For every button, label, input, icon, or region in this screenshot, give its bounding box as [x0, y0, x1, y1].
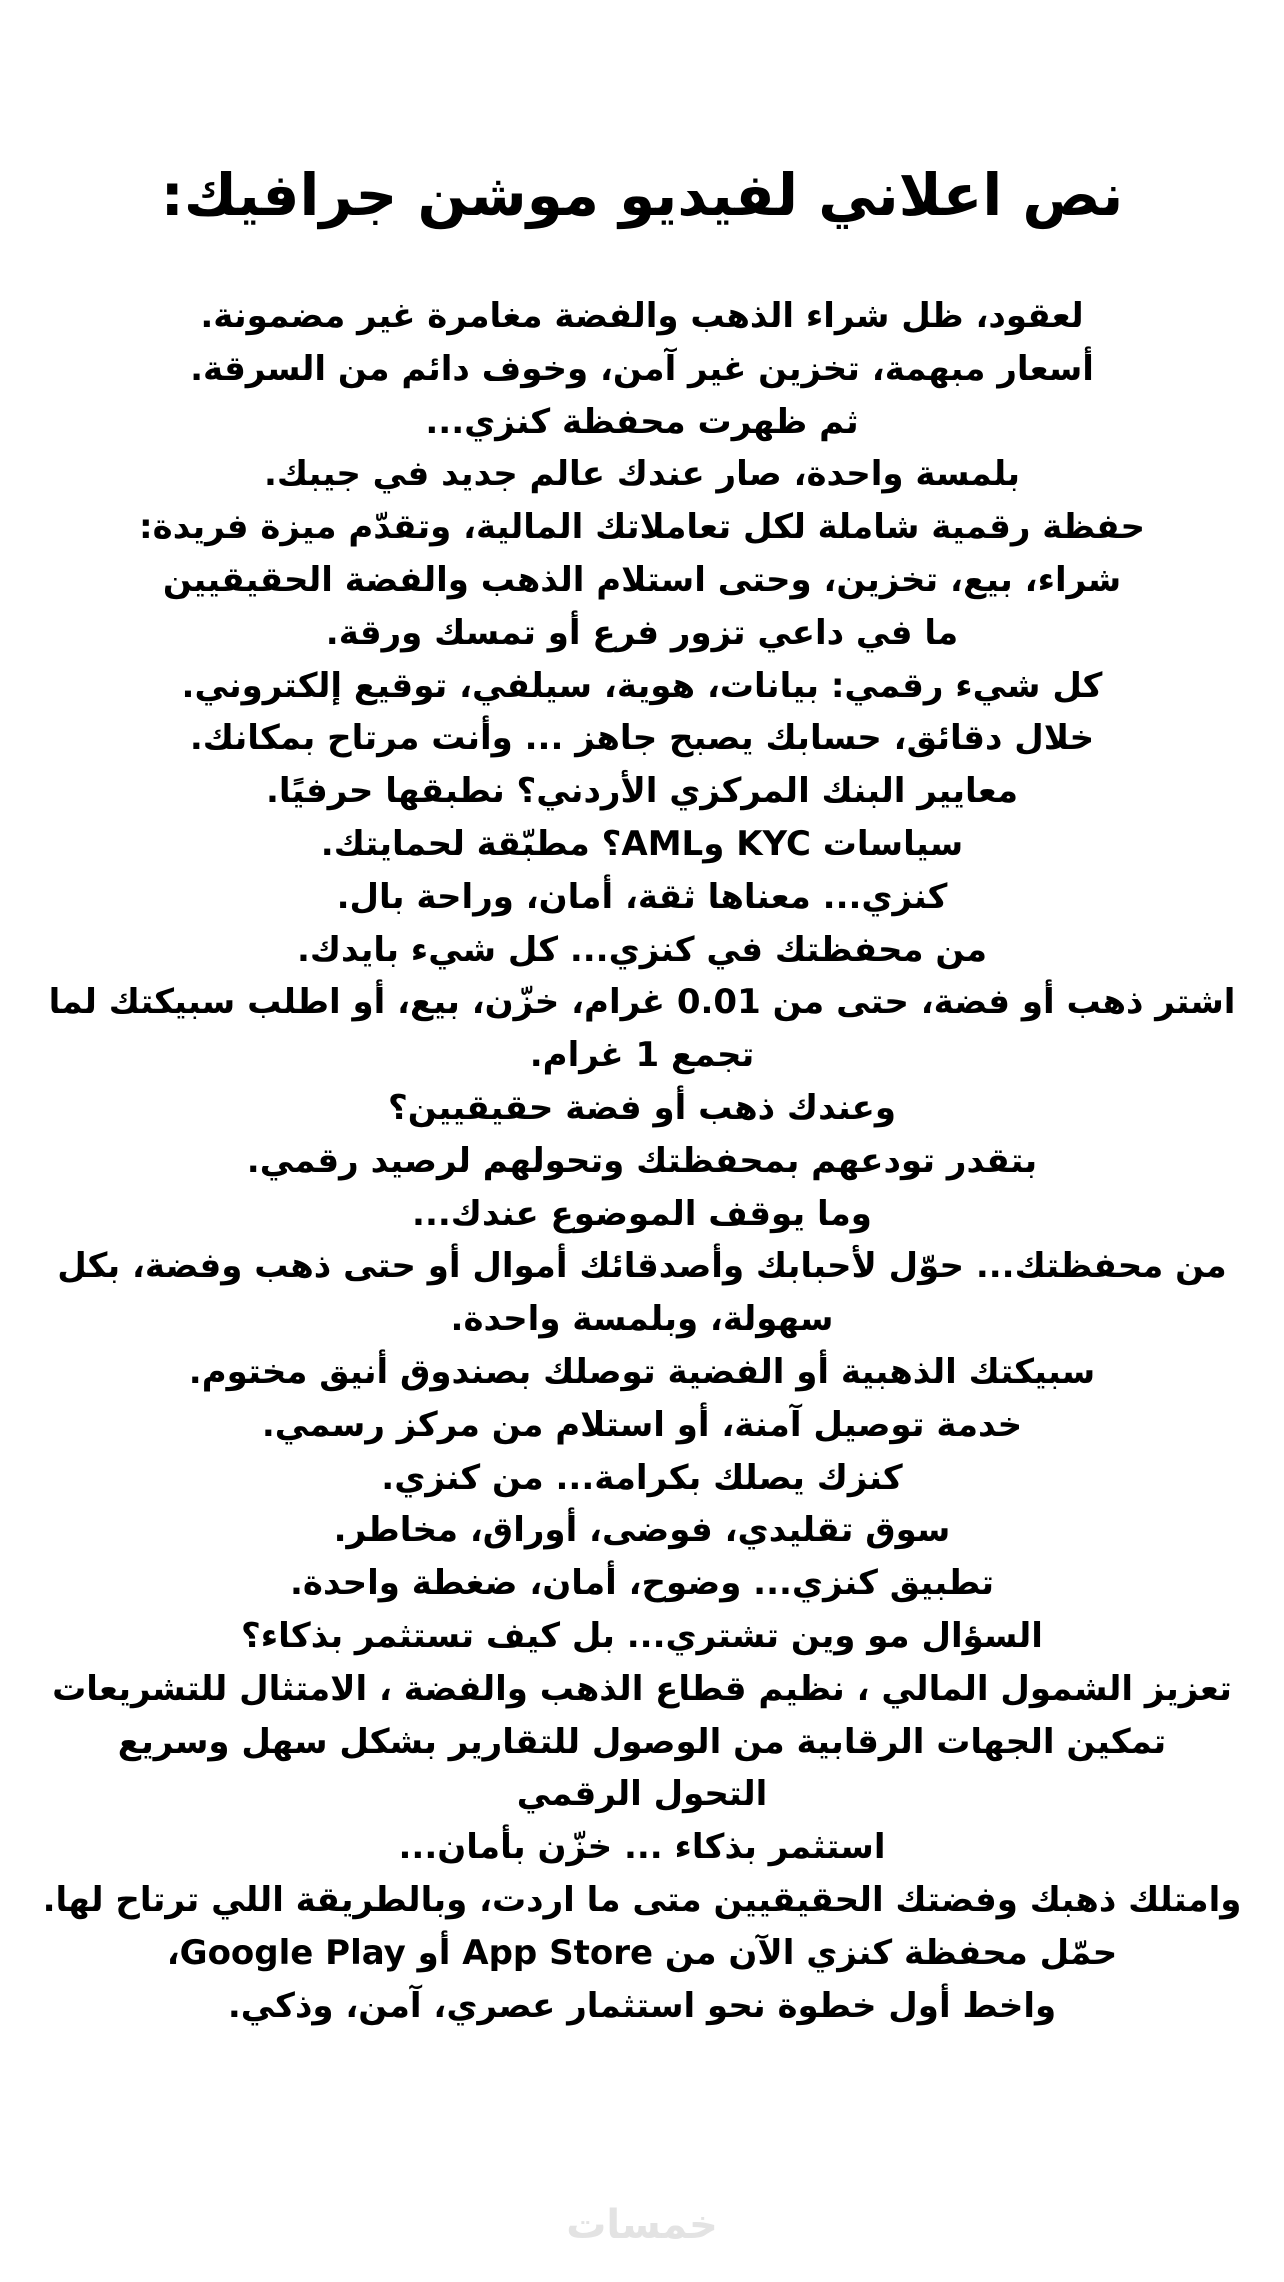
script-line: حمّل محفظة كنزي الآن من App Store أو Google Play، [166, 1932, 1118, 1973]
ad-script-body [25, 290, 1259, 2032]
script-line: أسعار مبهمة، تخزين غير آمن، وخوف دائم من السرقة. [190, 348, 1094, 389]
script-line: وعندك ذهب أو فضة حقيقيين؟ [388, 1087, 896, 1128]
page-title: نص اعلاني لفيديو موشن جرافيك: [160, 161, 1124, 229]
script-line: وما يوقف الموضوع عندك... [412, 1193, 872, 1234]
script-line: بلمسة واحدة، صار عندك عالم جديد في جيبك. [263, 454, 1020, 495]
script-line: التحول الرقمي [516, 1774, 768, 1815]
script-line: خدمة توصيل آمنة، أو استلام من مركز رسمي. [261, 1404, 1023, 1445]
script-line: من محفظتك في كنزي... كل شيء بايدك. [296, 929, 988, 970]
script-line: استثمر بذكاء ... خزّن بأمان... [398, 1827, 886, 1868]
script-line: اشتر ذهب أو فضة، حتى من 0.01 غرام، خزّن، بيع، أو اطلب سبيكتك لما تجمع 1 غرام. [48, 982, 1236, 1076]
script-line: كل شيء رقمي: بيانات، هوية، سيلفي، توقيع إلكتروني. [181, 665, 1103, 706]
script-line: تطبيق كنزي... وضوح، أمان، ضغطة واحدة. [289, 1563, 995, 1604]
script-line: كنزي... معناها ثقة، أمان، وراحة بال. [336, 876, 948, 917]
script-line: شراء، بيع، تخزين، وحتى استلام الذهب والفضة الحقيقيين [162, 559, 1122, 600]
script-line: كنزك يصلك بكرامة... من كنزي. [381, 1457, 903, 1498]
script-line: سياسات KYC وAML؟ مطبّقة لحمايتك. [320, 823, 964, 864]
script-line: لعقود، ظل شراء الذهب والفضة مغامرة غير مضمونة. [200, 296, 1084, 336]
script-line: واخط أول خطوة نحو استثمار عصري، آمن، وذكي. [227, 1985, 1057, 2026]
script-line: ما في داعي تزور فرع أو تمسك ورقة. [325, 612, 959, 653]
script-line: حفظة رقمية شاملة لكل تعاملاتك المالية، وتقدّم ميزة فريدة: [139, 507, 1145, 548]
watermark-logo: خمسات [566, 2202, 718, 2248]
script-line: وامتلك ذهبك وفضتك الحقيقيين متى ما اردت، وبالطريقة اللي ترتاح لها. [42, 1879, 1242, 1920]
script-line: السؤال مو وين تشتري... بل كيف تستثمر بذكاء؟ [241, 1615, 1043, 1656]
script-line: بتقدر تودعهم بمحفظتك وتحولهم لرصيد رقمي. [246, 1140, 1038, 1181]
script-line: تعزيز الشمول المالي ، نظيم قطاع الذهب والفضة ، الامتثال للتشريعات تمكين الجهات الرقابية من الوصول للتقارير بشكل سهل وسريع [52, 1668, 1232, 1762]
script-line: سوق تقليدي، فوضى، أوراق، مخاطر. [333, 1510, 951, 1551]
script-line: سبيكتك الذهبية أو الفضية توصلك بصندوق أنيق مختوم. [188, 1351, 1096, 1392]
script-line: خلال دقائق، حسابك يصبح جاهز ... وأنت مرتاح بمكانك. [189, 718, 1095, 759]
script-line: من محفظتك... حوّل لأحبابك وأصدقائك أموال أو حتى ذهب وفضة، بكل سهولة، وبلمسة واحدة. [57, 1246, 1227, 1340]
script-line: معايير البنك المركزي الأردني؟ نطبقها حرفيًا. [265, 771, 1019, 812]
script-line: ثم ظهرت محفظة كنزي... [425, 401, 859, 442]
